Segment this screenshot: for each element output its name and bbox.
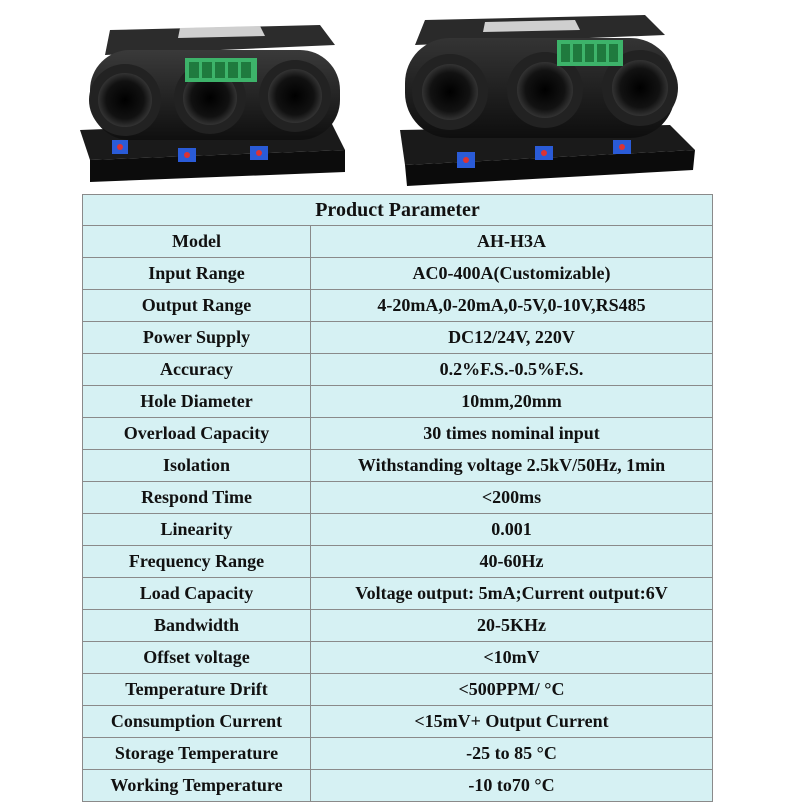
transducer-angled-image [395,0,705,190]
table-row [83,546,713,578]
table-row [83,354,713,386]
table-row [83,226,713,258]
parameter-value: 10mm,20mm [311,386,713,418]
parameter-label: Isolation [83,450,311,482]
product-photo-angled [395,0,705,190]
parameter-value: 0.001 [311,514,713,546]
parameter-label: Hole Diameter [83,386,311,418]
parameter-label: Input Range [83,258,311,290]
parameter-label: Power Supply [83,322,311,354]
transducer-front-image [60,0,360,185]
parameter-label: Bandwidth [83,610,311,642]
parameter-label: Overload Capacity [83,418,311,450]
parameter-value: -10 to70 °C [311,770,713,802]
parameter-label: Load Capacity [83,578,311,610]
table-row [83,770,713,802]
parameter-value: <500PPM/ °C [311,674,713,706]
parameter-value: 0.2%F.S.-0.5%F.S. [311,354,713,386]
parameter-value: DC12/24V, 220V [311,322,713,354]
parameter-label: Accuracy [83,354,311,386]
parameter-value: AC0-400A(Customizable) [311,258,713,290]
parameter-value: <15mV+ Output Current [311,706,713,738]
parameter-label: Offset voltage [83,642,311,674]
parameter-value: <200ms [311,482,713,514]
parameter-value: <10mV [311,642,713,674]
parameter-label: Output Range [83,290,311,322]
parameter-value: -25 to 85 °C [311,738,713,770]
table-row [83,706,713,738]
table-row [83,738,713,770]
parameter-label: Frequency Range [83,546,311,578]
parameter-label: Model [83,226,311,258]
parameter-label: Respond Time [83,482,311,514]
table-row [83,578,713,610]
parameter-value: 30 times nominal input [311,418,713,450]
parameter-value: Withstanding voltage 2.5kV/50Hz, 1min [311,450,713,482]
parameter-label: Storage Temperature [83,738,311,770]
parameter-label: Consumption Current [83,706,311,738]
parameter-label: Working Temperature [83,770,311,802]
table-row [83,322,713,354]
parameter-value: AH-H3A [311,226,713,258]
table-row [83,642,713,674]
product-photo-front [60,0,360,185]
parameter-value: 40-60Hz [311,546,713,578]
table-row [83,514,713,546]
table-row [83,418,713,450]
table-row [83,450,713,482]
table-row [83,258,713,290]
parameter-value: 20-5KHz [311,610,713,642]
table-row [83,482,713,514]
parameter-label: Temperature Drift [83,674,311,706]
table-row [83,674,713,706]
table-row [83,290,713,322]
table-title-row [83,195,713,226]
parameter-label: Linearity [83,514,311,546]
table-row [83,610,713,642]
parameter-value: 4-20mA,0-20mA,0-5V,0-10V,RS485 [311,290,713,322]
table-title: Product Parameter [83,195,713,226]
table-row [83,386,713,418]
parameter-value: Voltage output: 5mA;Current output:6V [311,578,713,610]
product-parameter-table [82,194,713,802]
